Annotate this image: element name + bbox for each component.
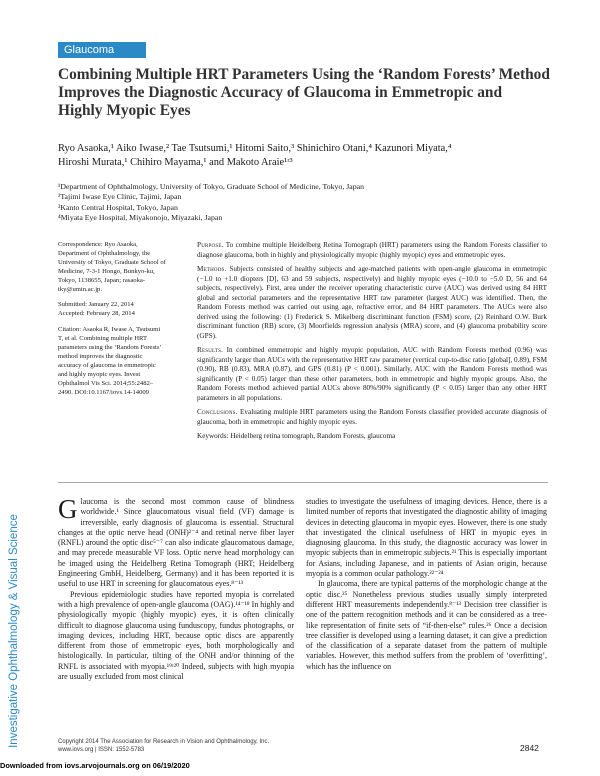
- article-title: Combining Multiple HRT Parameters Using the ‘Random Forests’ Method Improves the Diagnostic Accuracy of Glaucoma in Emmetropic and Highly Myopic Eyes: [58, 66, 550, 119]
- abstract-purpose: [197, 241, 547, 260]
- body-paragraph: studies to investigate the usefulness of imaging devices. Hence, there is a limited number of reports that investigated the diagnostic ability of imaging devices in detecting glaucoma in myopic eyes. However, there is one study that investigated the clinical usefulness of HRT in myopic eyes in diagnosing glaucoma. In this study, the diagnostic accuracy was lower in myopic subjects than in emmetropic subjects.²¹ This is especially important for Asians, including Japanese, and in patients of Asian origin, because myopia is a common ocular pathology.²²⁻²⁴: [306, 497, 547, 579]
- issn: www.iovs.org | ISSN: 1552-5783: [58, 747, 145, 753]
- accepted-date: Accepted: February 28, 2014: [58, 310, 135, 318]
- drop-cap: G: [58, 494, 78, 524]
- author-line-2: Hiroshi Murata,¹ Chihiro Mayama,¹ and Makoto Araie¹ʳ³: [58, 157, 293, 168]
- results-text: In combined emmetropic and highly myopic population, AUC with Random Forests method (0.96) was significantly larger than AUCs with the representative HRT raw parameter (vertical cup-to-disc ratio [global], 0.89), FSM (0.90), RB (0.83), MRA (0.87), and GPS (0.81) (P < 0.001). Similarly, AUC with the Random Forests method was significantly (P < 0.05) larger than these other parameters, both in emmetropic and highly myopic groups. Also, the Random Forests method achieved partial AUCs above 80%/90% significantly (P < 0.05) larger than any other HRT parameters in all populations.: [197, 346, 547, 402]
- download-note: Downloaded from iovs.arvojournals.org on 06/19/2020: [0, 761, 190, 770]
- citation: Citation: Asaoka R, Iwase A, Tsutsumi T, et al. Combining multiple HRT parameters using the ‘Random Forests’ method improves the diagnostic accuracy of glaucoma in emmetropic and highly myopic eyes. Invest Ophthalmol Vis Sci. 2014;55:2482–2490. DOI:10.1167/iovs.14-14009: [58, 326, 162, 396]
- body-column-right: [306, 497, 547, 672]
- author-line-1: Ryo Asaoka,¹ Aiko Iwase,² Tae Tsutsumi,¹ Hitomi Saito,³ Shinichiro Otani,⁴ Kazunori Miyata,⁴: [58, 143, 452, 154]
- dates: [58, 301, 166, 319]
- page-number: 2842: [520, 743, 539, 753]
- section-divider: [58, 482, 548, 483]
- page-footer: [58, 738, 358, 754]
- methods-text: Subjects consisted of healthy subjects and age-matched patients with open-angle glaucoma in emmetropic (−1.0 to +1.0 diopters [D], 63 and 59 subjects, respectively) and highly myopic eyes (−10.0 to −5.0 D, 56 and 64 subjects, respectively). First, area under the receiver operating characteristic curve (AUC) was derived using 84 HRT global and sectorial parameters and the representative HRT raw parameter (largest AUC) was identified. Then, the Random Forests method was carried out using age, refractive error, and 84 HRT parameters. The AUCs were also derived using the following: (1) Frederick S. Mikelberg discriminant function (FSM) score, (2) Reinhard O.W. Burk discriminant function (RB) score, (3) Moorfields regression analysis (MRA) score, and (4) glaucoma probability score (GPS).: [197, 265, 548, 340]
- body-column-left: [58, 494, 294, 682]
- purpose-label: Purpose.: [197, 241, 224, 249]
- correspondence: Correspondence: Ryo Asaoka, Department of Ophthalmology, the University of Tokyo, Graduate School of Medicine, 7-3-1 Hongo, Bunkyo-ku, Tokyo, 1138655, Japan; rasaoka-tky@umin.ac.jp.: [58, 241, 166, 293]
- abstract: [197, 241, 547, 447]
- section-tag: Glaucoma: [58, 42, 146, 58]
- paragraph-text: laucoma is the second most common cause of blindness worldwide.¹ Since glaucomatous visual field (VF) damage is irreversible, early diagnosis of glaucoma is essential. Structural changes at the optic nerve head (ONH)²⁻⁴ and retinal nerve fiber layer (RNFL) around the optic disc⁵⁻⁷ can also indicate glaucomatous damage, and may precede measurable VF loss. Optic nerve head morphology can be imaged using the Heidelberg Retina Tomograph (HRT; Heidelberg Engineering GmbH, Heidelberg, Germany) and it has been reported it is useful to use HRT in screening for glaucomatous eyes.⁸⁻¹³: [58, 497, 294, 589]
- author-list: [58, 142, 548, 170]
- affiliation-2: ²Tajimi Iwase Eye Clinic, Tajimi, Japan: [58, 192, 182, 202]
- affiliation-4: ⁴Miyata Eye Hospital, Miyakonojo, Miyazaki, Japan: [58, 213, 223, 223]
- journal-name: Investigative Ophthalmology & Visual Science: [8, 514, 20, 748]
- conclusions-label: Conclusions.: [197, 408, 238, 416]
- abstract-results: [197, 346, 547, 403]
- affiliation-1: ¹Department of Ophthalmology, University of Tokyo, Graduate School of Medicine, Tokyo, Japan: [58, 182, 364, 191]
- conclusions-text: Evaluating multiple HRT parameters using the Random Forests classifier provided accurate diagnosis of glaucoma, both in emmetropic and highly myopic eyes.: [197, 408, 547, 426]
- keywords: Keywords: Heidelberg retina tomograph, Random Forests, glaucoma: [197, 432, 396, 440]
- body-paragraph: In glaucoma, there are typical patterns of the morphologic change at the optic disc.²⁵ Nonetheless previous studies usually simply interpreted different HRT measurements independently.⁸⁻¹³ Decision tree classifier is one of the pattern recognition methods and it can be considered as a tree-like representation of finite sets of “if-then-else” rules.²⁶ Once a decision tree classifier is developed using a learning dataset, it can give a prediction of the classification of a separate dataset from the pattern of multiple variables. However, this method suffers from the problem of ‘overfitting’, which has the influence on: [306, 579, 547, 671]
- purpose-text: To combine multiple Heidelberg Retina Tomograph (HRT) parameters using the Random Forests classifier to diagnose glaucoma, both in highly and physiologically myopic (highly myopic) eyes and emmetropic eyes.: [197, 241, 547, 259]
- abstract-conclusions: [197, 408, 547, 427]
- affiliation-3: ³Kanto Central Hospital, Tokyo, Japan: [58, 202, 178, 212]
- results-label: Results.: [197, 346, 224, 354]
- journal-sidebar: [6, 487, 22, 775]
- copyright: Copyright 2014 The Association for Research in Vision and Ophthalmology, Inc.: [58, 739, 270, 745]
- body-paragraph: Previous epidemiologic studies have reported myopia is correlated with a high prevalence of open-angle glaucoma (OAG).¹⁴⁻¹⁸ In highly and physiologically myopic (highly myopic) eyes, it is often clinically difficult to diagnose glaucoma using funduscopy, fundus photographs, or imaging devices, including HRT, because optic discs are apparently different from those of emmetropic eyes, both morphologically and histologically. In particular, tilting of the ONH and/or thinning of the RNFL is associated with myopia.¹⁹ʳ²⁰ Indeed, subjects with high myopia are usually excluded from most clinical: [58, 589, 294, 682]
- submitted-date: Submitted: January 22, 2014: [58, 301, 134, 309]
- body-paragraph: [58, 494, 294, 590]
- methods-label: Methods.: [197, 265, 227, 273]
- affiliations: [58, 182, 548, 224]
- abstract-methods: [197, 265, 547, 341]
- article-info: [58, 241, 166, 405]
